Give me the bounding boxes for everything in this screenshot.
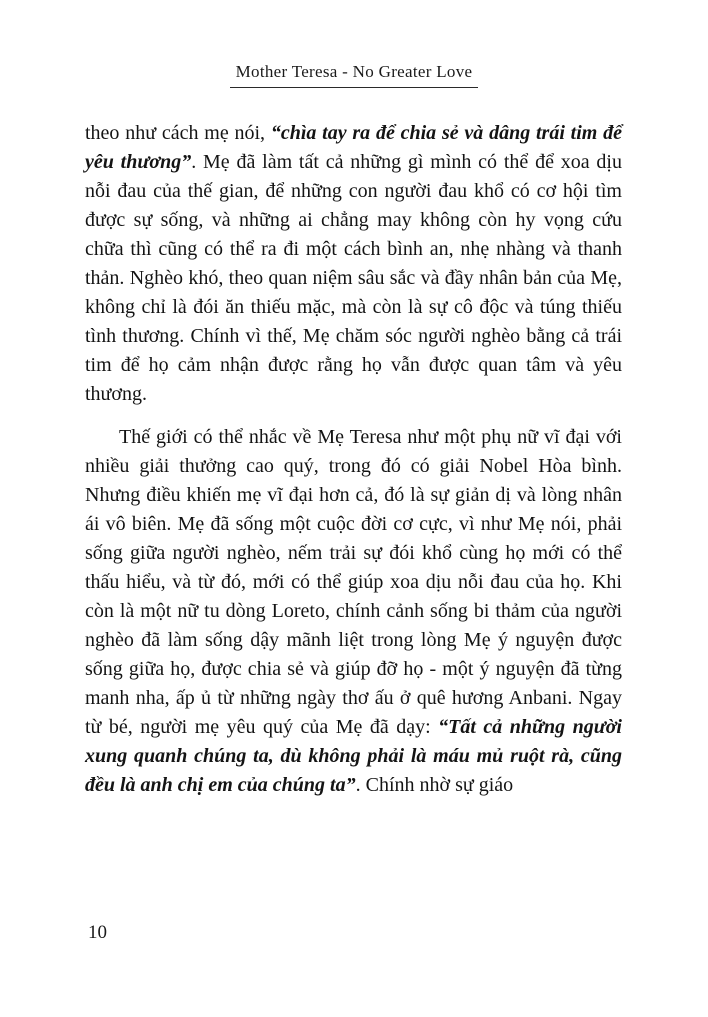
paragraph — [85, 119, 622, 409]
body-text: theo như cách mẹ nói, — [85, 122, 271, 144]
quote-emphasis-text: “Tất cả những người xung quanh chúng ta, dù không phải là máu mủ ruột rà, cũng đều là anh chị em của chúng ta” — [85, 716, 622, 796]
quote-emphasis-text: “chìa tay ra để chia sẻ và dâng trái tim để yêu thương” — [85, 122, 622, 173]
running-header — [0, 62, 708, 88]
body-text: . Chính nhờ sự giáo — [355, 774, 514, 796]
paragraph — [85, 423, 622, 800]
body-text: Thế giới có thể nhắc về Mẹ Teresa như một phụ nữ vĩ đại với nhiều giải thưởng cao quý, trong đó có giải Nobel Hòa bình. Nhưng điều khiến mẹ vĩ đại hơn cả, đó là sự giản dị và lòng nhân ái vô biên. Mẹ đã sống một cuộc đời cơ cực, vì như Mẹ nói, phải sống giữa người nghèo, nếm trải sự đói khổ cùng họ mới có thể thấu hiểu, và từ đó, mới có thể giúp xoa dịu nỗi đau của họ. Khi còn là một nữ tu dòng Loreto, chính cảnh sống bi thảm của người nghèo đã làm sống dậy mãnh liệt trong lòng Mẹ ý nguyện được sống giữa họ, được chia sẻ và giúp đỡ họ - một ý nguyện đã từng manh nha, ấp ủ từ những ngày thơ ấu ở quê hương Anbani. Ngay từ bé, người mẹ yêu quý của Mẹ đã dạy: — [85, 426, 622, 738]
body-text: . Mẹ đã làm tất cả những gì mình có thể để xoa dịu nỗi đau của thế gian, để những con người đau khổ có cơ hội tìm được sự sống, và những ai chẳng may không còn hy vọng cứu chữa thì cũng có thể ra đi một cách bình an, nhẹ nhàng và thanh thản. Nghèo khó, theo quan niệm sâu sắc và đầy nhân bản của Mẹ, không chỉ là đói ăn thiếu mặc, mà còn là sự cô độc và túng thiếu tình thương. Chính vì thế, Mẹ chăm sóc người nghèo bằng cả trái tim để họ cảm nhận được rằng họ vẫn được quan tâm và yêu thương. — [85, 151, 622, 405]
running-header-title: Mother Teresa - No Greater Love — [230, 62, 479, 88]
page-number: 10 — [88, 922, 107, 943]
text-body — [85, 119, 622, 814]
